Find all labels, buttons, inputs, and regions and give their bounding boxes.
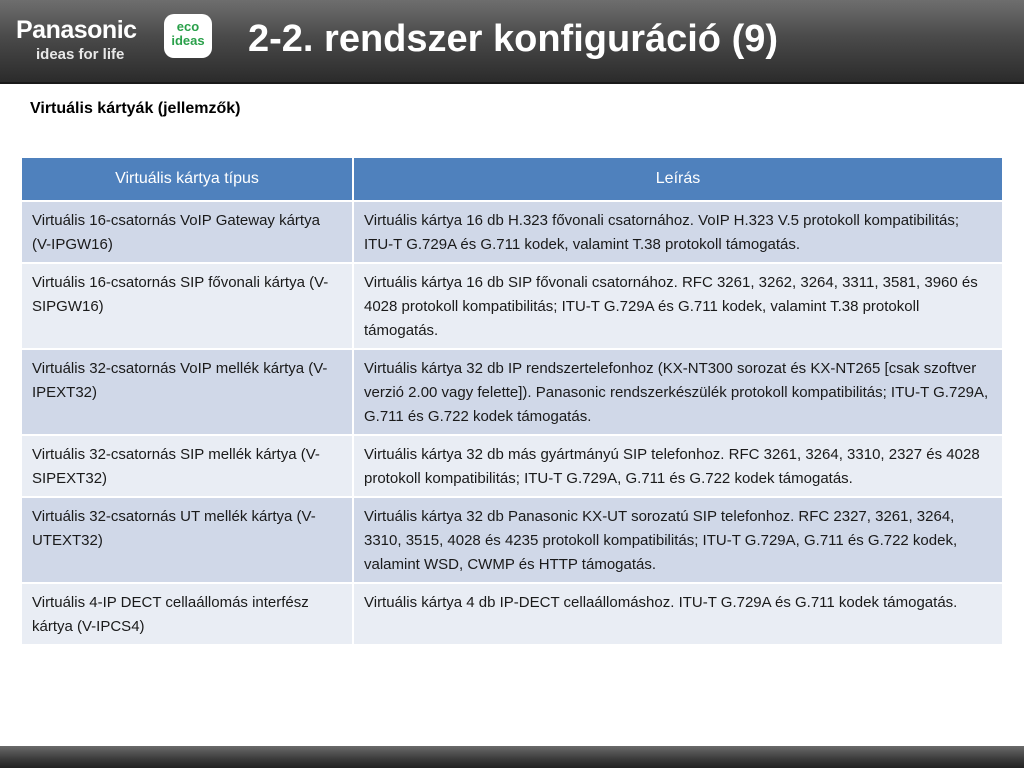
slide-title: 2-2. rendszer konfiguráció (9)	[248, 18, 779, 60]
card-type-cell: Virtuális 32-csatornás UT mellék kártya (V-UTEXT32)	[21, 497, 353, 583]
eco-ideas-logo-icon	[164, 14, 212, 58]
description-cell: Virtuális kártya 4 db IP-DECT cellaállomáshoz. ITU-T G.729A és G.711 kodek támogatás.	[353, 583, 1003, 645]
title-bar	[0, 0, 1024, 84]
table-row	[21, 201, 1003, 263]
description-cell: Virtuális kártya 32 db más gyártmányú SIP telefonhoz. RFC 3261, 3264, 3310, 2327 és 4028 protokoll kompatibilitás; ITU-T G.729A, G.711 és G.722 kodek támogatás.	[353, 435, 1003, 497]
virtual-cards-table	[20, 156, 1004, 646]
description-cell: Virtuális kártya 16 db SIP fővonali csatornához. RFC 3261, 3262, 3264, 3311, 3581, 3960 és 4028 protokoll kompatibilitás; ITU-T G.729A és G.711 kodek, valamint T.38 protokoll támogatás.	[353, 263, 1003, 349]
table-row	[21, 583, 1003, 645]
table-row	[21, 349, 1003, 435]
table-row	[21, 263, 1003, 349]
eco-label: eco	[176, 19, 200, 34]
table-row	[21, 435, 1003, 497]
card-type-cell: Virtuális 32-csatornás VoIP mellék kártya (V-IPEXT32)	[21, 349, 353, 435]
brand-tagline: ideas for life	[36, 46, 125, 63]
header-card-type: Virtuális kártya típus	[21, 157, 353, 201]
table-row	[21, 497, 1003, 583]
card-type-cell: Virtuális 32-csatornás SIP mellék kártya (V-SIPEXT32)	[21, 435, 353, 497]
panasonic-logo	[14, 12, 224, 68]
header-description: Leírás	[353, 157, 1003, 201]
card-type-cell: Virtuális 16-csatornás SIP fővonali kártya (V-SIPGW16)	[21, 263, 353, 349]
ideas-label: ideas	[171, 33, 205, 48]
card-type-cell: Virtuális 16-csatornás VoIP Gateway kártya (V-IPGW16)	[21, 201, 353, 263]
brand-name: Panasonic	[16, 16, 137, 44]
card-type-cell: Virtuális 4-IP DECT cellaállomás interfész kártya (V-IPCS4)	[21, 583, 353, 645]
section-subtitle: Virtuális kártyák (jellemzők)	[30, 100, 241, 117]
description-cell: Virtuális kártya 32 db IP rendszertelefonhoz (KX-NT300 sorozat és KX-NT265 [csak szoftver verzió 2.00 vagy felette]). Panasonic rendszerkészülék protokoll kompatibilitás; ITU-T G.729A, G.711 és G.722 kodek támogatás.	[353, 349, 1003, 435]
footer-bar	[0, 746, 1024, 768]
description-cell: Virtuális kártya 32 db Panasonic KX-UT sorozatú SIP telefonhoz. RFC 2327, 3261, 3264, 3310, 3515, 4028 és 4235 protokoll kompatibilitás; ITU-T G.729A, G.711 és G.722 kodek, valamint WSD, CWMP és HTTP támogatás.	[353, 497, 1003, 583]
table-header-row	[21, 157, 1003, 201]
description-cell: Virtuális kártya 16 db H.323 fővonali csatornához. VoIP H.323 V.5 protokoll kompatibilitás; ITU-T G.729A és G.711 kodek, valamint T.38 protokoll támogatás.	[353, 201, 1003, 263]
